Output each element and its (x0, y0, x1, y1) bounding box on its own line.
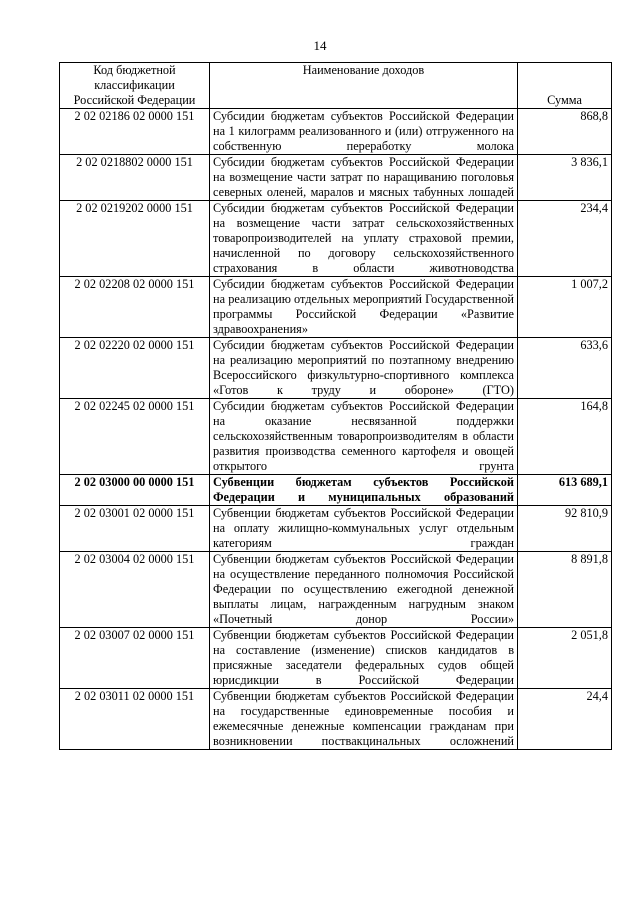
row-name: Субвенции бюджетам субъектов Российской Федерации и муниципальных образований (210, 475, 518, 506)
row-sum: 2 051,8 (518, 628, 612, 689)
row-sum: 3 836,1 (518, 155, 612, 201)
table-row (60, 277, 612, 338)
row-name: Субсидии бюджетам субъектов Российской Федерации на 1 килограмм реализованного и (или) отгруженного на собственную переработку молока (210, 109, 518, 155)
row-sum: 613 689,1 (518, 475, 612, 506)
table-row (60, 338, 612, 399)
table-header-row (60, 63, 612, 109)
row-sum: 8 891,8 (518, 552, 612, 628)
header-code: Код бюджетной классификации Российской Федерации (60, 63, 210, 109)
row-name: Субвенции бюджетам субъектов Российской Федерации на государственные единовременные пособия и ежемесячные денежные компенсации гражданам при возникновении поствакцинальных осложнений (210, 689, 518, 750)
table-row (60, 399, 612, 475)
table-row (60, 506, 612, 552)
row-sum: 1 007,2 (518, 277, 612, 338)
row-code: 2 02 02186 02 0000 151 (60, 109, 210, 155)
row-name: Субсидии бюджетам субъектов Российской Федерации на оказание несвязанной поддержки сельскохозяйственным товаропроизводителям в области развития производства семенного картофеля и овощей открытого грунта (210, 399, 518, 475)
row-sum: 868,8 (518, 109, 612, 155)
row-sum: 234,4 (518, 201, 612, 277)
row-code: 2 02 03001 02 0000 151 (60, 506, 210, 552)
row-code: 2 02 0218802 0000 151 (60, 155, 210, 201)
table-row (60, 552, 612, 628)
table-row (60, 628, 612, 689)
header-name: Наименование доходов (210, 63, 518, 109)
header-sum: Сумма (518, 63, 612, 109)
row-sum: 633,6 (518, 338, 612, 399)
row-name: Субсидии бюджетам субъектов Российской Федерации на реализацию отдельных мероприятий Государственной программы Российской Федерации «Развитие здравоохранения» (210, 277, 518, 338)
row-code: 2 02 02245 02 0000 151 (60, 399, 210, 475)
row-name: Субвенции бюджетам субъектов Российской Федерации на осуществление переданного полномочия Российской Федерации по осуществлению ежегодной денежной выплаты лицам, награжденным нагрудным знаком «Почетный донор России» (210, 552, 518, 628)
row-code: 2 02 02220 02 0000 151 (60, 338, 210, 399)
revenue-table (59, 62, 612, 750)
table-row (60, 109, 612, 155)
table-row (60, 689, 612, 750)
row-code: 2 02 03000 00 0000 151 (60, 475, 210, 506)
row-sum: 92 810,9 (518, 506, 612, 552)
table-row (60, 155, 612, 201)
table-body (60, 109, 612, 750)
row-name: Субсидии бюджетам субъектов Российской Федерации на возмещение части затрат по наращиванию поголовья северных оленей, маралов и мясных табунных лошадей (210, 155, 518, 201)
table-row (60, 475, 612, 506)
row-code: 2 02 03004 02 0000 151 (60, 552, 210, 628)
row-code: 2 02 02208 02 0000 151 (60, 277, 210, 338)
row-sum: 164,8 (518, 399, 612, 475)
row-code: 2 02 03007 02 0000 151 (60, 628, 210, 689)
row-name: Субсидии бюджетам субъектов Российской Федерации на возмещение части затрат сельскохозяйственных товаропроизводителей на уплату страховой премии, начисленной по договору сельскохозяйственного страхования в области животноводства (210, 201, 518, 277)
row-name: Субсидии бюджетам субъектов Российской Федерации на реализацию мероприятий по поэтапному внедрению Всероссийского физкультурно-спортивного комплекса «Готов к труду и обороне» (ГТО) (210, 338, 518, 399)
row-name: Субвенции бюджетам субъектов Российской Федерации на составление (изменение) списков кандидатов в присяжные заседатели федеральных судов общей юрисдикции в Российской Федерации (210, 628, 518, 689)
row-sum: 24,4 (518, 689, 612, 750)
row-code: 2 02 0219202 0000 151 (60, 201, 210, 277)
row-code: 2 02 03011 02 0000 151 (60, 689, 210, 750)
row-name: Субвенции бюджетам субъектов Российской Федерации на оплату жилищно-коммунальных услуг отдельным категориям граждан (210, 506, 518, 552)
page-number: 14 (313, 38, 327, 53)
table-row (60, 201, 612, 277)
